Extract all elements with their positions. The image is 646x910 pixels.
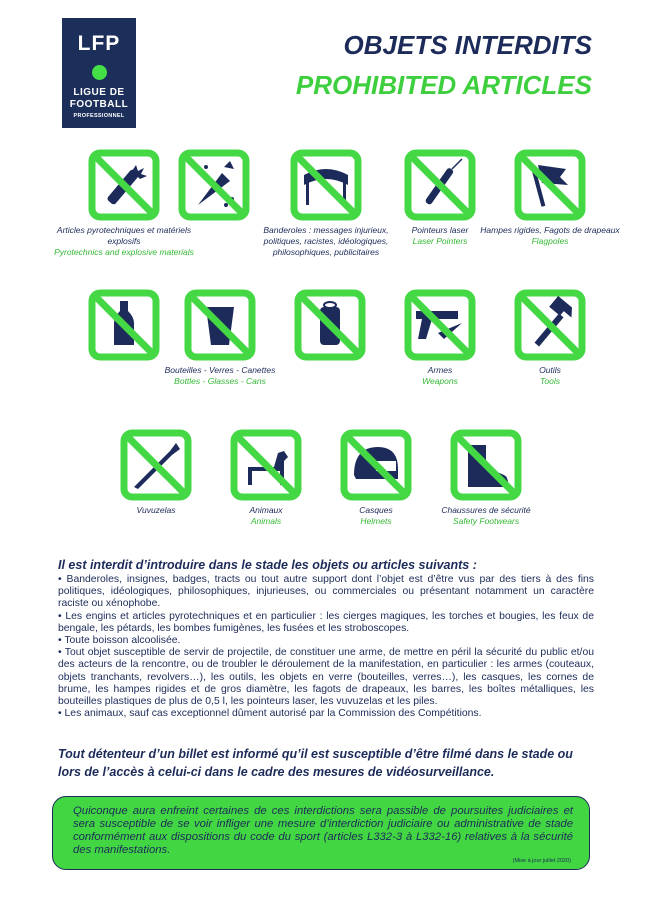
item-label-en: Helmets	[360, 516, 392, 526]
logo-abbr: LFP	[77, 32, 121, 55]
item-flagpoles	[475, 149, 625, 247]
safety-boot-icon	[450, 429, 522, 501]
item-tools	[475, 289, 625, 387]
item-label-fr: Outils	[539, 365, 561, 375]
legal-notice-box	[52, 796, 590, 870]
hammer-icon	[514, 289, 586, 361]
dog-icon	[230, 429, 302, 501]
logo-line-3: PROFESSIONNEL	[73, 113, 125, 119]
rule-item: • Banderoles, insignes, badges, tracts ou tout autre support dont l’objet est d’être vus par des tiers à des fins politiques, idéologiques, philosophiques, injurieuses, ou commerciales ou présentant notamment un caractère raciste ou xénophobe.	[58, 574, 594, 610]
item-label-en: Weapons	[422, 376, 458, 386]
item-safety-footwear	[411, 429, 561, 527]
item-label-fr: Chaussures de sécurité	[441, 505, 531, 515]
laser-pointer-icon	[404, 149, 476, 221]
item-label-fr: Casques	[359, 505, 393, 515]
gun-knife-icon	[404, 289, 476, 361]
item-label-fr: Bouteilles - Verres - Canettes	[164, 365, 276, 375]
page-title-fr: OBJETS INTERDITS	[343, 30, 592, 60]
item-label-en: Flagpoles	[531, 236, 569, 246]
glass-icon	[184, 289, 256, 361]
item-label-fr: Animaux	[249, 505, 283, 515]
update-date: (Mise à jour juillet 2020)	[512, 858, 571, 864]
item-label-fr: Banderoles : messages injurieux, politiques, racistes, idéologiques, philosophiques, publicitaires	[263, 225, 389, 257]
firework-rocket-icon	[178, 149, 250, 221]
can-icon	[294, 289, 366, 361]
item-label-fr: Hampes rigides, Fagots de drapeaux	[480, 225, 620, 235]
lfp-logo	[62, 18, 136, 128]
intro-heading: Il est interdit d’introduire dans le stade les objets ou articles suivants :	[58, 558, 477, 572]
rule-item: • Les animaux, sauf cas exceptionnel dûment autorisé par la Commission des Compétitions.	[58, 708, 482, 720]
item-label-fr: Articles pyrotechniques et matériels explosifs	[56, 225, 192, 246]
rule-item: • Tout objet susceptible de servir de projectile, de constituer une arme, de mettre en péril la sécurité du public et/ou des acteurs de la rencontre, ou de troubler le déroulement de la manifestation, en particulier : les armes (couteaux, objets tranchants, revolvers…), les outils, les objets en verre (bouteilles, verres…), les casques, les cornes de brume, les hampes rigides et de gros diamètre, les fagots de drapeaux, les barres, les boîtes métalliques, les bouteilles plastiques de plus de 0,5 l, les pointeurs laser, les vuvuzelas et les piles.	[58, 647, 594, 708]
item-label-fr: Armes	[427, 365, 453, 375]
item-label-fr: Vuvuzelas	[136, 505, 176, 515]
item-label-en: Pyrotechnics and explosive materials	[54, 247, 194, 257]
page-title-en: PROHIBITED ARTICLES	[295, 70, 592, 100]
rule-item: • Toute boisson alcoolisée.	[58, 635, 181, 647]
logo-line-2: FOOTBALL	[69, 99, 129, 110]
rules-list	[58, 574, 594, 720]
legal-notice-text: Quiconque aura enfreint certaines de ces interdictions sera passible de poursuites judiciaires et sera susceptible de se voir infliger une mesure d’interdiction judiciaire ou administrative de stade conformément aux dispositions du code du sport (articles L332-3 à L332-16) relatives à la sécurité des manifestations.	[73, 805, 573, 856]
flag-pole-icon	[514, 149, 586, 221]
item-label-en: Animals	[250, 516, 282, 526]
logo-line-1: LIGUE DE	[73, 87, 125, 98]
item-label-fr: Pointeurs laser	[411, 225, 469, 235]
rule-item: • Les engins et articles pyrotechniques et en particulier : les cierges magiques, les torches et bougies, les feux de bengale, les pétards, les bombes fumigènes, les fusées et les stroboscopes.	[58, 610, 594, 634]
item-label-en: Tools	[539, 376, 560, 386]
helmet-icon	[340, 429, 412, 501]
item-label-en: Bottles - Glasses - Cans	[174, 376, 266, 386]
logo-ball-dot	[92, 65, 107, 80]
banner-icon	[290, 149, 362, 221]
surveillance-notice: Tout détenteur d’un billet est informé qu’il est susceptible d’être filmé dans le stade ou lors de l’accès à celui-ci dans le cadre des mesures de vidéosurveillance.	[58, 747, 573, 779]
item-label-en: Safety Footwears	[452, 516, 520, 526]
item-label-en: Laser Pointers	[412, 236, 468, 246]
vuvuzela-icon	[120, 429, 192, 501]
